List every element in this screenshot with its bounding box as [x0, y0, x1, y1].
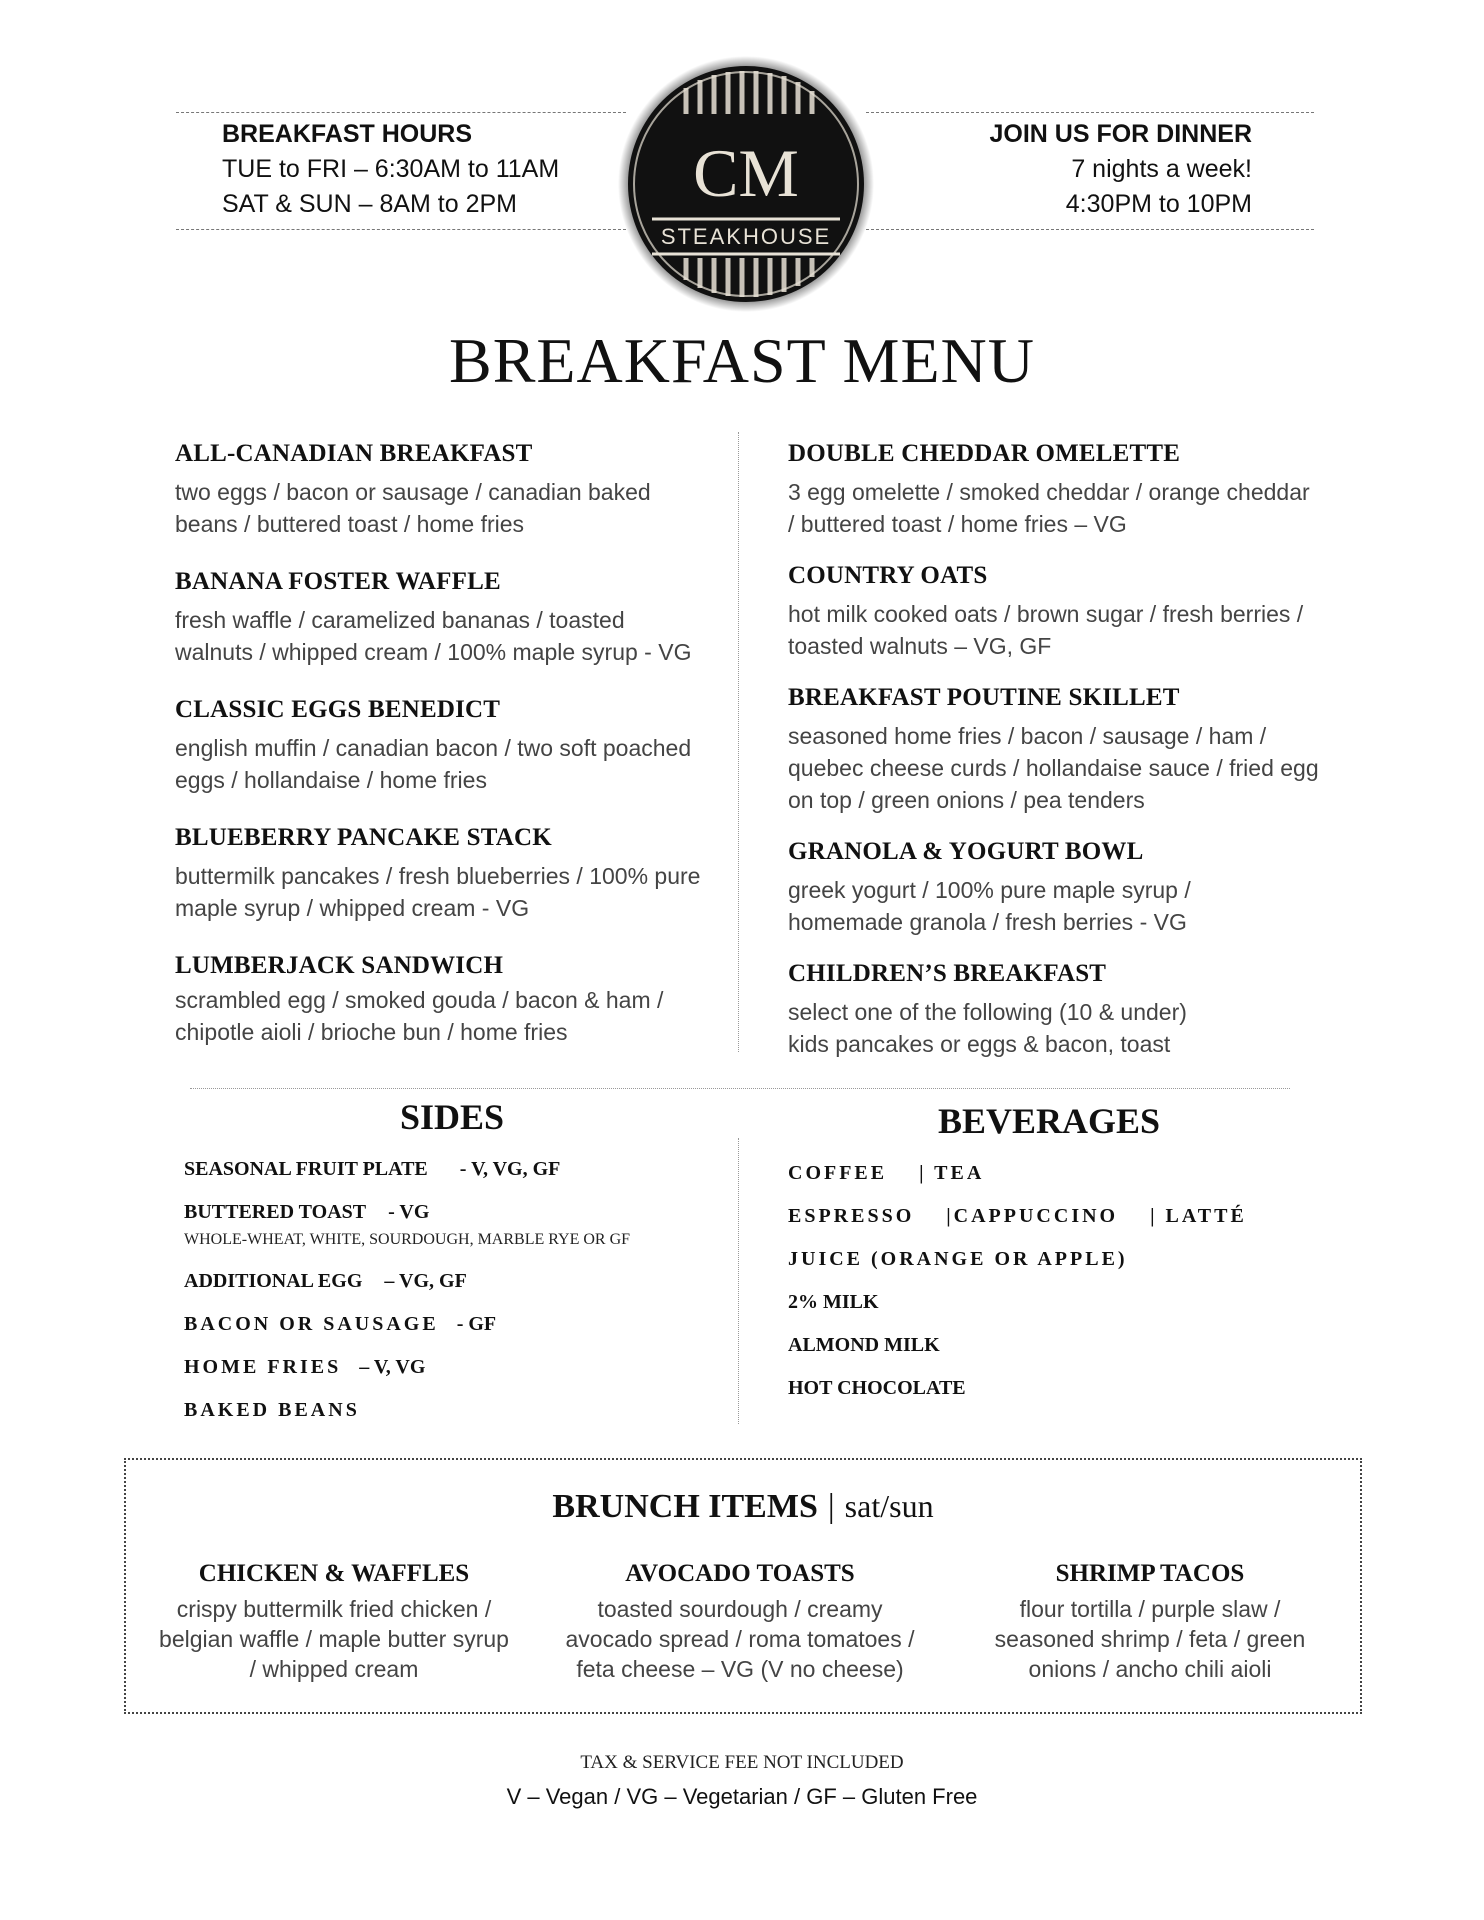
- brunch-item-name: AVOCADO TOASTS: [625, 1560, 855, 1587]
- beverage-line: JUICE (ORANGE OR APPLE): [788, 1248, 1128, 1270]
- diet-legend: V – Vegan / VG – Vegetarian / GF – Gluten Free: [506, 1784, 978, 1809]
- side-tag: - V, VG, GF: [459, 1158, 561, 1180]
- menu-item: [175, 952, 663, 1048]
- side-tag: – V, VG: [359, 1356, 426, 1378]
- menu-item-desc: toasted walnuts – VG, GF: [788, 633, 1052, 659]
- menu-item-name: LUMBERJACK SANDWICH: [175, 952, 504, 979]
- column-divider: [738, 432, 739, 1052]
- menu-item: [175, 696, 691, 796]
- brunch-separator: |: [827, 1488, 835, 1525]
- breakfast-hours-heading: BREAKFAST HOURS: [222, 120, 473, 148]
- logo-monogram: CM: [693, 135, 799, 211]
- brunch-item-desc: flour tortilla / purple slaw /: [1019, 1596, 1281, 1622]
- menu-item-desc: buttermilk pancakes / fresh blueberries / 100% pure: [175, 863, 701, 889]
- menu-item: [788, 838, 1191, 938]
- sides-beverages-divider: [738, 1138, 739, 1424]
- sides-heading: SIDES: [400, 1097, 505, 1137]
- side-name: ADDITIONAL EGG: [184, 1270, 363, 1292]
- menu-item-desc: two eggs / bacon or sausage / canadian baked: [175, 479, 651, 505]
- menu-item-desc: eggs / hollandaise / home fries: [175, 767, 487, 793]
- menu-item-desc: 3 egg omelette / smoked cheddar / orange cheddar: [788, 479, 1310, 505]
- brunch-item-desc: belgian waffle / maple butter syrup: [159, 1626, 509, 1652]
- menu-item-name: GRANOLA & YOGURT BOWL: [788, 838, 1144, 865]
- cm-steakhouse-logo: [616, 54, 876, 314]
- menu-item: [788, 960, 1187, 1060]
- menu-item-desc: / buttered toast / home fries – VG: [788, 511, 1127, 537]
- menu-item-name: CHILDREN’S BREAKFAST: [788, 960, 1107, 987]
- side-item: [184, 1201, 429, 1224]
- brunch-item-desc: feta cheese – VG (V no cheese): [576, 1656, 904, 1682]
- side-name: BAKED BEANS: [184, 1399, 360, 1421]
- menu-item: [788, 684, 1319, 816]
- menu-item-desc: maple syrup / whipped cream - VG: [175, 895, 530, 921]
- brunch-item-name: CHICKEN & WAFFLES: [198, 1560, 470, 1587]
- side-name: BUTTERED TOAST: [184, 1201, 367, 1223]
- beverage-line: ESPRESSO |CAPPUCCINO | LATTÉ: [788, 1205, 1247, 1227]
- beverage-line: COFFEE | TEA: [788, 1162, 985, 1184]
- menu-item-name: CLASSIC EGGS BENEDICT: [175, 696, 501, 723]
- dinner-heading: JOIN US FOR DINNER: [989, 120, 1252, 148]
- menu-item-name: BANANA FOSTER WAFFLE: [175, 568, 501, 595]
- side-name: BACON OR SAUSAGE: [184, 1313, 439, 1335]
- menu-item-desc: on top / green onions / pea tenders: [788, 787, 1145, 813]
- breakfast-hours-weekday: TUE to FRI – 6:30AM to 11AM: [222, 155, 560, 183]
- menu-item-desc: seasoned home fries / bacon / sausage / ham /: [788, 723, 1267, 749]
- brunch-section: [124, 1458, 1362, 1714]
- menu-item-desc: fresh waffle / caramelized bananas / toasted: [175, 607, 625, 633]
- brunch-item-desc: onions / ancho chili aioli: [1028, 1656, 1272, 1682]
- menu-item-desc: english muffin / canadian bacon / two soft poached: [175, 735, 692, 761]
- brunch-item-name: SHRIMP TACOS: [1055, 1560, 1245, 1587]
- dinner-info: [989, 117, 1252, 222]
- menu-item: [175, 440, 651, 540]
- menu-item-desc: greek yogurt / 100% pure maple syrup /: [788, 877, 1191, 903]
- menu-item-desc: homemade granola / fresh berries - VG: [788, 909, 1187, 935]
- menu-item-name: DOUBLE CHEDDAR OMELETTE: [788, 440, 1181, 467]
- side-item: [184, 1399, 360, 1422]
- beverage-line: ALMOND MILK: [788, 1334, 940, 1356]
- menu-item-desc: kids pancakes or eggs & bacon, toast: [788, 1031, 1171, 1057]
- section-divider: [190, 1088, 1290, 1089]
- menu-item-name: BLUEBERRY PANCAKE STACK: [175, 824, 552, 851]
- menu-item-desc: quebec cheese curds / hollandaise sauce / fried egg: [788, 755, 1319, 781]
- side-name: SEASONAL FRUIT PLATE: [184, 1158, 428, 1180]
- beverages-heading: BEVERAGES: [938, 1101, 1161, 1141]
- beverage-line: 2% MILK: [788, 1291, 879, 1313]
- menu-item: [788, 440, 1310, 540]
- menu-item-desc: walnuts / whipped cream / 100% maple syrup - VG: [175, 639, 692, 665]
- side-name: HOME FRIES: [184, 1356, 342, 1378]
- side-item: [184, 1356, 425, 1379]
- menu-item-name: ALL-CANADIAN BREAKFAST: [175, 440, 533, 467]
- brunch-item: [560, 1560, 920, 1684]
- dinner-hours: 4:30PM to 10PM: [1065, 190, 1252, 218]
- side-item: [184, 1313, 496, 1336]
- brunch-item-desc: / whipped cream: [249, 1656, 419, 1682]
- breakfast-hours-weekend: SAT & SUN – 8AM to 2PM: [222, 190, 518, 218]
- brunch-item-desc: avocado spread / roma tomatoes /: [565, 1626, 915, 1652]
- menu-item-name: BREAKFAST POUTINE SKILLET: [788, 684, 1180, 711]
- header-bottom-line-left: [176, 229, 626, 230]
- brunch-item-desc: crispy buttermilk fried chicken /: [176, 1596, 492, 1622]
- tax-note: TAX & SERVICE FEE NOT INCLUDED: [580, 1752, 904, 1773]
- header-bottom-line-right: [866, 229, 1314, 230]
- beverage-line: HOT CHOCOLATE: [788, 1377, 966, 1399]
- brunch-item: [970, 1560, 1330, 1684]
- brunch-item-desc: toasted sourdough / creamy: [597, 1596, 883, 1622]
- side-tag: - GF: [456, 1313, 497, 1335]
- side-tag: - VG: [388, 1201, 430, 1223]
- brunch-item-desc: seasoned shrimp / feta / green: [994, 1626, 1306, 1652]
- brunch-heading: [126, 1488, 1360, 1526]
- brunch-title: BRUNCH ITEMS: [552, 1488, 818, 1525]
- menu-item-desc: select one of the following (10 & under): [788, 999, 1187, 1025]
- header-top-line-left: [176, 112, 626, 113]
- page-title: BREAKFAST MENU: [449, 325, 1035, 396]
- menu-item-desc: chipotle aioli / brioche bun / home fries: [175, 1019, 568, 1045]
- menu-item: [175, 568, 691, 668]
- side-item: [184, 1158, 560, 1181]
- menu-item-name: COUNTRY OATS: [788, 562, 988, 589]
- menu-item: [788, 562, 1303, 662]
- menu-item-desc: hot milk cooked oats / brown sugar / fresh berries /: [788, 601, 1304, 627]
- breakfast-hours: [222, 117, 559, 222]
- brunch-days: sat/sun: [844, 1488, 934, 1524]
- logo-name: STEAKHOUSE: [660, 224, 832, 249]
- dinner-nights: 7 nights a week!: [1071, 155, 1252, 183]
- side-tag: – VG, GF: [384, 1270, 467, 1292]
- menu-item-desc: scrambled egg / smoked gouda / bacon & ham /: [175, 987, 664, 1013]
- side-item: [184, 1270, 467, 1293]
- menu-item: [175, 824, 700, 924]
- menu-item-desc: beans / buttered toast / home fries: [175, 511, 525, 537]
- brunch-item: [154, 1560, 514, 1684]
- header-top-line-right: [866, 112, 1314, 113]
- toast-options: WHOLE-WHEAT, WHITE, SOURDOUGH, MARBLE RYE OR GF: [184, 1231, 631, 1248]
